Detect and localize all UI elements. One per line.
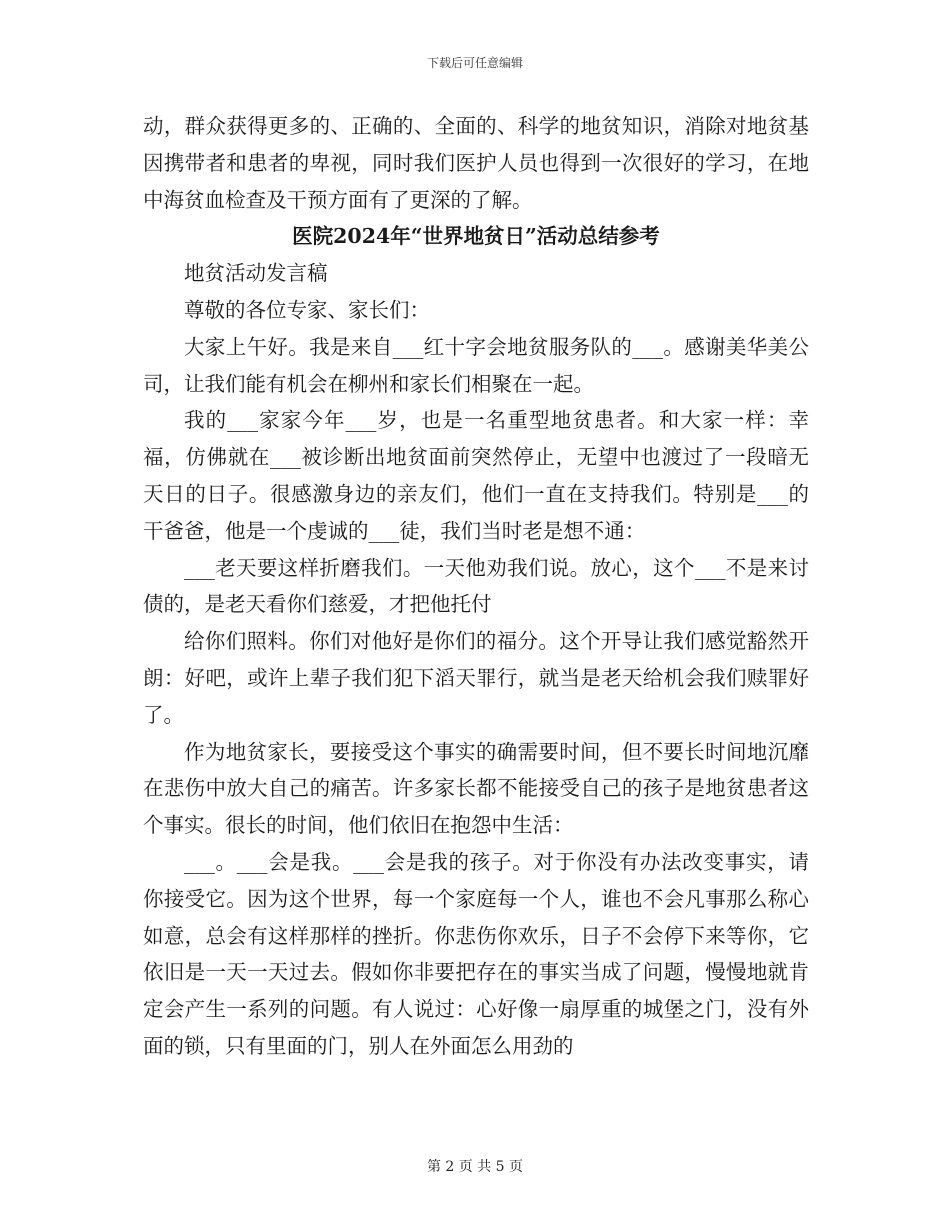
salutation: 尊敬的各位专家、家长们： xyxy=(184,297,430,322)
paragraph: ___。___会是我。___会是我的孩子。对于你没有办法改变事实，请你接受它。因为这个世界，每一个家庭每一个人，谁也不会凡事那么称心如意，总会有这样那样的挫折。你悲伤你欢乐，日子不会停下来等你，它依旧是一天一天过去。假如你非要把存在的事实当成了问题，慢慢地就肯定会产生一系列的问题。有人说过：心好像一扇厚重的城堡之门，没有外面的锁，只有里面的门，别人在外面怎么用劲的 xyxy=(143,849,809,1058)
document-body xyxy=(143,108,809,1065)
paragraph: 作为地贫家长，要接受这个事实的确需要时间，但不要长时间地沉靡在悲伤中放大自己的痛苦。许多家长都不能接受自己的孩子是地贫患者这个事实。很长的时间，他们依旧在抱怨中生活： xyxy=(143,739,809,838)
page-number: 第 2 页 共 5 页 xyxy=(426,1159,524,1175)
paragraph-continuation: 动，群众获得更多的、正确的、全面的、科学的地贫知识，消除对地贫基因携带者和患者的卑视，同时我们医护人员也得到一次很好的学习，在地中海贫血检查及干预方面有了更深的了解。 xyxy=(143,114,809,212)
paragraph: 大家上午好。我是来自___红十字会地贫服务队的___。感谢美华美公司，让我们能有机会在柳州和家长们相聚在一起。 xyxy=(143,334,809,396)
paragraph: ___老天要这样折磨我们。一天他劝我们说。放心，这个___不是来讨债的，是老天看你们慈爱，才把他托付 xyxy=(143,555,809,617)
paragraph: 我的___家家今年___岁，也是一名重型地贫患者。和大家一样：幸福，仿佛就在___被诊断出地贫面前突然停止，无望中也渡过了一段暗无天日的日子。很感激身边的亲友们，他们一直在支持我们。特别是___的干爸爸，他是一个虔诚的___徒，我们当时老是想不通： xyxy=(143,408,809,543)
paragraph: 给你们照料。你们对他好是你们的福分。这个开导让我们感觉豁然开朗：好吧，或许上辈子我们犯下滔天罪行，就当是老天给机会我们赎罪好了。 xyxy=(143,629,809,727)
header-note: 下载后可任意编辑 xyxy=(426,56,523,70)
document-title: 医院2024年“世界地贫日”活动总结参考 xyxy=(292,224,660,249)
speech-heading: 地贫活动发言稿 xyxy=(184,261,328,286)
